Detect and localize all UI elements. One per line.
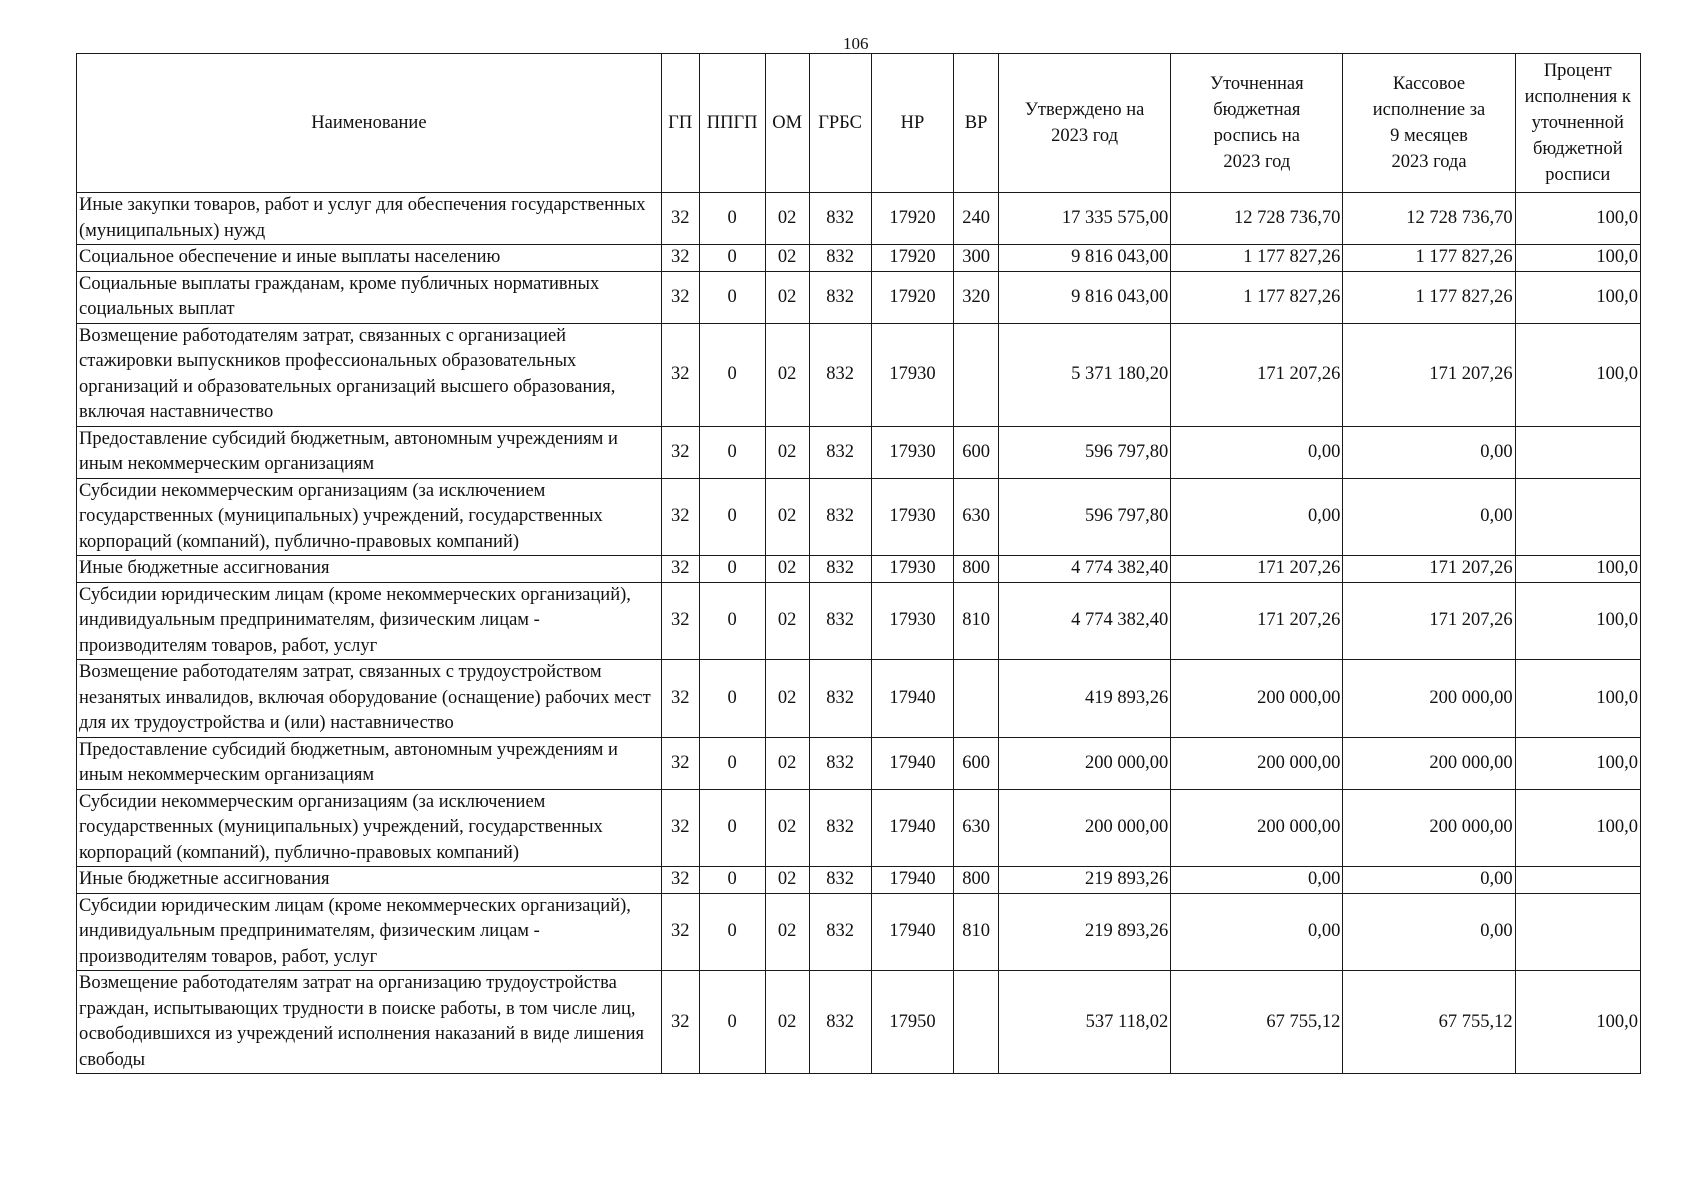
cell-name: Субсидии некоммерческим организациям (за исключением государственных (муниципальных) учреждений, государственных корпораций (компаний), публично-правовых компаний) [77,478,662,556]
cell-approved: 4 774 382,40 [999,556,1171,583]
cell-refined: 12 728 736,70 [1171,193,1343,245]
cell-gp: 32 [661,737,699,789]
cell-ppgp: 0 [699,582,765,660]
budget-table [76,53,1641,1074]
cell-percent: 100,0 [1515,193,1640,245]
cell-ppgp: 0 [699,660,765,738]
cell-om: 02 [765,193,809,245]
cell-ppgp: 0 [699,426,765,478]
cell-name: Возмещение работодателям затрат, связанных с трудоустройством незанятых инвалидов, включая оборудование (оснащение) рабочих мест для их трудоустройства и (или) наставничество [77,660,662,738]
cell-om: 02 [765,478,809,556]
cell-percent: 100,0 [1515,323,1640,426]
cell-grbs: 832 [809,737,871,789]
cell-vr: 600 [954,426,999,478]
table-row [77,245,1641,272]
cell-nr: 17920 [871,193,954,245]
cell-cash: 1 177 827,26 [1343,245,1515,272]
cell-refined: 1 177 827,26 [1171,245,1343,272]
cell-percent: 100,0 [1515,737,1640,789]
cell-cash: 200 000,00 [1343,789,1515,867]
cell-cash: 1 177 827,26 [1343,271,1515,323]
cell-gp: 32 [661,971,699,1074]
table-row [77,971,1641,1074]
cell-refined: 171 207,26 [1171,323,1343,426]
cell-approved: 596 797,80 [999,478,1171,556]
cell-nr: 17940 [871,660,954,738]
cell-nr: 17950 [871,971,954,1074]
cell-vr: 810 [954,893,999,971]
header-approved: Утверждено на 2023 год [999,54,1171,193]
cell-cash: 0,00 [1343,478,1515,556]
cell-name: Возмещение работодателям затрат на организацию трудоустройства граждан, испытывающих трудности в поиске работы, в том числе лиц, освободившихся из учреждений исполнения наказаний в виде лишения свободы [77,971,662,1074]
cell-approved: 5 371 180,20 [999,323,1171,426]
cell-grbs: 832 [809,245,871,272]
cell-gp: 32 [661,893,699,971]
cell-ppgp: 0 [699,271,765,323]
cell-vr [954,660,999,738]
cell-gp: 32 [661,193,699,245]
cell-approved: 200 000,00 [999,737,1171,789]
cell-vr: 240 [954,193,999,245]
cell-vr [954,971,999,1074]
cell-approved: 537 118,02 [999,971,1171,1074]
cell-nr: 17930 [871,323,954,426]
cell-cash: 12 728 736,70 [1343,193,1515,245]
cell-approved: 9 816 043,00 [999,245,1171,272]
cell-ppgp: 0 [699,893,765,971]
cell-approved: 200 000,00 [999,789,1171,867]
cell-vr: 800 [954,867,999,894]
cell-approved: 219 893,26 [999,867,1171,894]
cell-name: Субсидии юридическим лицам (кроме некоммерческих организаций), индивидуальным предпринимателям, физическим лицам - производителям товаров, работ, услуг [77,893,662,971]
cell-nr: 17930 [871,582,954,660]
cell-name: Субсидии юридическим лицам (кроме некоммерческих организаций), индивидуальным предпринимателям, физическим лицам - производителям товаров, работ, услуг [77,582,662,660]
header-row [77,54,1641,193]
cell-gp: 32 [661,478,699,556]
table-row [77,556,1641,583]
cell-percent: 100,0 [1515,660,1640,738]
cell-vr: 320 [954,271,999,323]
cell-approved: 419 893,26 [999,660,1171,738]
cell-cash: 200 000,00 [1343,737,1515,789]
cell-approved: 9 816 043,00 [999,271,1171,323]
cell-name: Иные бюджетные ассигнования [77,867,662,894]
cell-name: Субсидии некоммерческим организациям (за исключением государственных (муниципальных) учреждений, государственных корпораций (компаний), публично-правовых компаний) [77,789,662,867]
cell-grbs: 832 [809,193,871,245]
cell-percent: 100,0 [1515,971,1640,1074]
cell-om: 02 [765,737,809,789]
cell-cash: 171 207,26 [1343,323,1515,426]
cell-refined: 171 207,26 [1171,582,1343,660]
cell-grbs: 832 [809,426,871,478]
cell-grbs: 832 [809,789,871,867]
cell-om: 02 [765,867,809,894]
cell-ppgp: 0 [699,193,765,245]
cell-percent: 100,0 [1515,789,1640,867]
table-body [77,193,1641,1074]
cell-approved: 219 893,26 [999,893,1171,971]
cell-grbs: 832 [809,582,871,660]
cell-vr: 630 [954,478,999,556]
table-row [77,867,1641,894]
cell-om: 02 [765,971,809,1074]
cell-nr: 17920 [871,245,954,272]
table-row [77,789,1641,867]
table-row [77,582,1641,660]
header-ppgp: ППГП [699,54,765,193]
cell-nr: 17930 [871,556,954,583]
cell-cash: 171 207,26 [1343,556,1515,583]
cell-percent [1515,426,1640,478]
cell-percent [1515,478,1640,556]
cell-refined: 0,00 [1171,867,1343,894]
cell-om: 02 [765,556,809,583]
cell-om: 02 [765,245,809,272]
cell-grbs: 832 [809,660,871,738]
cell-gp: 32 [661,582,699,660]
cell-vr: 300 [954,245,999,272]
cell-ppgp: 0 [699,323,765,426]
cell-approved: 17 335 575,00 [999,193,1171,245]
header-grbs: ГРБС [809,54,871,193]
header-percent: Процент исполнения к уточненной бюджетной росписи [1515,54,1640,193]
cell-refined: 200 000,00 [1171,660,1343,738]
header-vr: ВР [954,54,999,193]
cell-nr: 17940 [871,737,954,789]
page-number: 106 [843,34,869,53]
cell-ppgp: 0 [699,737,765,789]
cell-om: 02 [765,323,809,426]
cell-grbs: 832 [809,971,871,1074]
cell-name: Предоставление субсидий бюджетным, автономным учреждениям и иным некоммерческим организациям [77,737,662,789]
cell-om: 02 [765,789,809,867]
cell-approved: 4 774 382,40 [999,582,1171,660]
header-om: ОМ [765,54,809,193]
cell-percent [1515,893,1640,971]
header-refined: Уточненная бюджетная роспись на 2023 год [1171,54,1343,193]
cell-name: Предоставление субсидий бюджетным, автономным учреждениям и иным некоммерческим организациям [77,426,662,478]
table-row [77,893,1641,971]
cell-ppgp: 0 [699,478,765,556]
cell-name: Возмещение работодателям затрат, связанных с организацией стажировки выпускников профессиональных образовательных организаций и образовательных организаций высшего образования, включая наставничество [77,323,662,426]
table-row [77,323,1641,426]
cell-grbs: 832 [809,478,871,556]
table-row [77,426,1641,478]
cell-cash: 200 000,00 [1343,660,1515,738]
cell-nr: 17920 [871,271,954,323]
cell-nr: 17930 [871,478,954,556]
cell-cash: 0,00 [1343,893,1515,971]
cell-gp: 32 [661,556,699,583]
cell-nr: 17940 [871,789,954,867]
cell-grbs: 832 [809,556,871,583]
cell-percent: 100,0 [1515,245,1640,272]
cell-om: 02 [765,660,809,738]
cell-grbs: 832 [809,271,871,323]
table-row [77,478,1641,556]
cell-grbs: 832 [809,323,871,426]
cell-om: 02 [765,271,809,323]
cell-ppgp: 0 [699,789,765,867]
cell-percent: 100,0 [1515,582,1640,660]
cell-gp: 32 [661,426,699,478]
table-row [77,737,1641,789]
cell-refined: 1 177 827,26 [1171,271,1343,323]
cell-ppgp: 0 [699,971,765,1074]
cell-gp: 32 [661,789,699,867]
cell-vr: 600 [954,737,999,789]
cell-refined: 171 207,26 [1171,556,1343,583]
table-row [77,193,1641,245]
header-gp: ГП [661,54,699,193]
cell-ppgp: 0 [699,867,765,894]
cell-grbs: 832 [809,867,871,894]
cell-vr: 800 [954,556,999,583]
cell-percent: 100,0 [1515,556,1640,583]
cell-refined: 200 000,00 [1171,737,1343,789]
cell-grbs: 832 [809,893,871,971]
cell-name: Социальные выплаты гражданам, кроме публичных нормативных социальных выплат [77,271,662,323]
cell-om: 02 [765,426,809,478]
cell-gp: 32 [661,660,699,738]
cell-percent: 100,0 [1515,271,1640,323]
cell-cash: 0,00 [1343,867,1515,894]
cell-gp: 32 [661,867,699,894]
cell-nr: 17940 [871,867,954,894]
cell-name: Социальное обеспечение и иные выплаты населению [77,245,662,272]
cell-name: Иные бюджетные ассигнования [77,556,662,583]
header-nr: НР [871,54,954,193]
cell-vr: 810 [954,582,999,660]
cell-percent [1515,867,1640,894]
cell-refined: 0,00 [1171,893,1343,971]
cell-refined: 200 000,00 [1171,789,1343,867]
cell-nr: 17930 [871,426,954,478]
cell-ppgp: 0 [699,556,765,583]
header-cash: Кассовое исполнение за 9 месяцев 2023 года [1343,54,1515,193]
cell-gp: 32 [661,245,699,272]
header-name: Наименование [77,54,662,193]
cell-refined: 67 755,12 [1171,971,1343,1074]
cell-vr: 630 [954,789,999,867]
cell-gp: 32 [661,271,699,323]
table-row [77,660,1641,738]
cell-approved: 596 797,80 [999,426,1171,478]
table-row [77,271,1641,323]
cell-om: 02 [765,893,809,971]
cell-vr [954,323,999,426]
cell-om: 02 [765,582,809,660]
cell-cash: 67 755,12 [1343,971,1515,1074]
cell-cash: 171 207,26 [1343,582,1515,660]
cell-name: Иные закупки товаров, работ и услуг для обеспечения государственных (муниципальных) нужд [77,193,662,245]
cell-cash: 0,00 [1343,426,1515,478]
cell-ppgp: 0 [699,245,765,272]
cell-refined: 0,00 [1171,478,1343,556]
cell-nr: 17940 [871,893,954,971]
cell-refined: 0,00 [1171,426,1343,478]
cell-gp: 32 [661,323,699,426]
